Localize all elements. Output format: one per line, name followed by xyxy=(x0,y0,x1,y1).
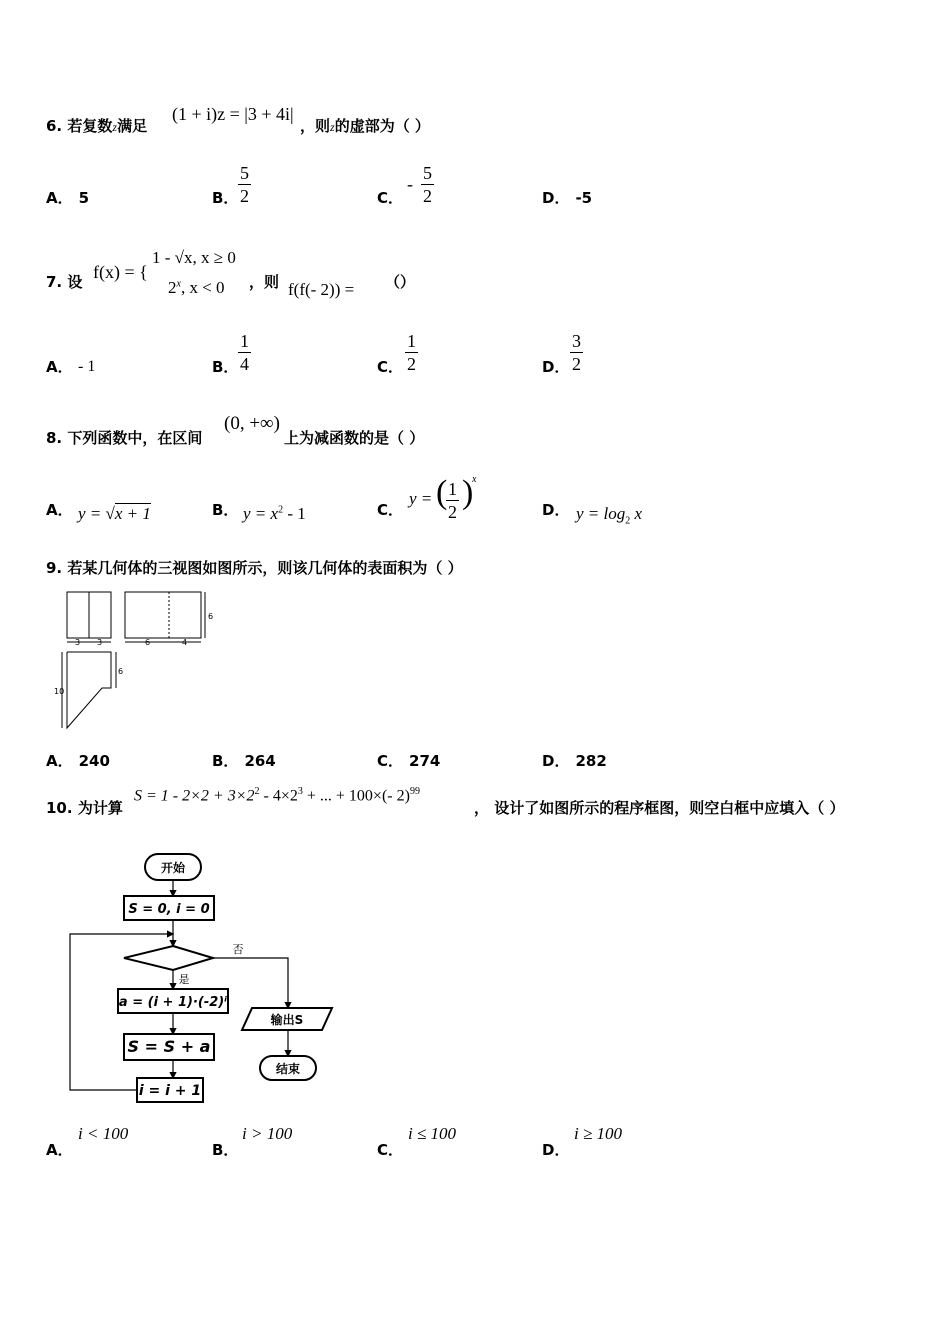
q7-case-1: 1 - √x, x ≥ 0 xyxy=(152,248,236,267)
rest: - 1 xyxy=(283,504,306,523)
case-2-base: 2 xyxy=(168,278,177,297)
q6-option-c-fraction xyxy=(421,162,434,207)
q8-option-c-lhs xyxy=(409,489,432,509)
q7-text-1: 设 xyxy=(67,273,83,291)
q10-number: 10. xyxy=(46,799,73,817)
q10-option-c[interactable] xyxy=(377,1139,403,1160)
formula-part-3: + ... + 100×(- 2) xyxy=(302,787,410,805)
q7-option-c[interactable] xyxy=(377,356,403,377)
numerator: 5 xyxy=(240,163,249,183)
option-label: A． xyxy=(46,358,73,376)
q6-option-b-fraction xyxy=(238,162,251,207)
three-view-figure xyxy=(54,588,224,738)
q7-option-a-value: - 1 xyxy=(78,358,96,375)
q10-option-b[interactable] xyxy=(212,1139,238,1160)
option-label: D． xyxy=(542,358,570,376)
q10-option-b-value xyxy=(242,1124,292,1144)
q6-option-c[interactable] xyxy=(377,187,403,208)
formula-exp-3: 99 xyxy=(409,786,420,797)
option-label: C． xyxy=(377,189,404,207)
option-value: i > 100 xyxy=(242,1124,293,1143)
q6-option-a[interactable] xyxy=(46,187,89,208)
q7-fx: f(x) = { xyxy=(93,262,148,282)
q10-option-c-value xyxy=(408,1124,456,1144)
numerator: 3 xyxy=(572,331,581,351)
q8-option-a-expr: y = √x + 1 xyxy=(78,504,151,523)
lhs: y = log xyxy=(576,504,626,523)
flow-decision-diamond xyxy=(124,946,213,970)
numerator: 1 xyxy=(448,479,457,499)
lhs: y = x xyxy=(243,504,279,523)
q6-number: 6. xyxy=(46,117,63,135)
q8-option-c[interactable] xyxy=(377,499,403,520)
q10-option-d-value xyxy=(574,1124,622,1144)
q6-stem xyxy=(46,115,147,136)
q9-option-b[interactable] xyxy=(212,750,276,771)
q6-equation: (1 + i)z = |3 + 4i| xyxy=(172,104,294,124)
denominator: 2 xyxy=(572,354,581,374)
q6-text-3: ，则 xyxy=(300,117,331,135)
q8-stem xyxy=(46,427,202,448)
denominator: 4 xyxy=(240,354,249,374)
q6-z: z xyxy=(112,120,118,134)
option-value: 240 xyxy=(78,752,110,770)
dim-label-b: 3 xyxy=(97,638,103,647)
case-2-rest: , x < 0 xyxy=(180,278,225,297)
q9-option-a[interactable] xyxy=(46,750,110,771)
q6-option-d[interactable] xyxy=(542,187,592,208)
option-value: i ≥ 100 xyxy=(574,1124,623,1143)
exponent: 2 xyxy=(278,504,284,516)
formula-exp-1: 2 xyxy=(254,786,260,797)
option-label: D． xyxy=(542,1141,570,1159)
q9-text: 若某几何体的三视图如图所示，则该几何体的表面积为（ ） xyxy=(67,559,463,577)
q8-interval: (0, +∞) xyxy=(224,413,280,434)
denominator: 2 xyxy=(407,354,416,374)
q6-option-c-sign: - xyxy=(407,174,413,194)
q6-text-1: 若复数 xyxy=(67,117,113,135)
option-label: B． xyxy=(212,501,239,519)
q6-text-4: 的虚部为（ ） xyxy=(334,117,430,135)
q6-stem-tail xyxy=(300,115,430,136)
q8-option-c-fraction xyxy=(446,478,459,523)
denominator: 2 xyxy=(448,502,457,522)
q8-option-a[interactable] xyxy=(46,499,73,520)
q10-text-1: 为计算 xyxy=(77,799,123,817)
dim-label-f: 10 xyxy=(54,687,65,696)
flow-no-label: 否 xyxy=(232,943,244,956)
case-2-exp: x xyxy=(176,278,181,290)
flow-end-label: 结束 xyxy=(275,1062,301,1076)
option-value: i ≤ 100 xyxy=(408,1124,457,1143)
flow-start-label: 开始 xyxy=(160,861,186,875)
q7-stem xyxy=(46,271,82,292)
q10-option-a[interactable] xyxy=(46,1139,73,1160)
option-value: 274 xyxy=(409,752,441,770)
option-label: A． xyxy=(46,1141,73,1159)
option-label: B． xyxy=(212,1141,239,1159)
q8-text-2: 上为减函数的是（ ） xyxy=(284,429,425,447)
option-label: D． xyxy=(542,189,570,207)
option-label: D． xyxy=(542,501,570,519)
q8-option-c-exp xyxy=(472,474,476,485)
q7-option-d[interactable] xyxy=(542,356,569,377)
q9-option-d[interactable] xyxy=(542,750,607,771)
q10-option-d[interactable] xyxy=(542,1139,569,1160)
denominator: 2 xyxy=(240,186,249,206)
q7-option-b[interactable] xyxy=(212,356,238,377)
flowchart xyxy=(60,848,350,1110)
option-label: C． xyxy=(377,752,404,770)
option-label: C． xyxy=(377,1141,404,1159)
rest: x xyxy=(630,504,643,523)
flow-yes-label: 是 xyxy=(178,973,190,986)
denominator: 2 xyxy=(423,186,432,206)
option-label: D． xyxy=(542,752,570,770)
side-view xyxy=(125,592,201,638)
q7-case-2 xyxy=(168,278,225,298)
q6-text-2: 满足 xyxy=(117,117,148,135)
option-label: B． xyxy=(212,189,239,207)
dim-label-c: 6 xyxy=(145,638,151,647)
option-value: 282 xyxy=(575,752,607,770)
option-value: 5 xyxy=(78,189,90,207)
option-label: C． xyxy=(377,501,404,519)
lhs: y = xyxy=(78,504,102,523)
q8-option-c-paren-right: ) xyxy=(462,474,474,511)
q9-number: 9. xyxy=(46,559,63,577)
q7-expr: f(f(- 2)) = xyxy=(288,280,355,299)
q7-option-d-fraction xyxy=(570,330,583,375)
option-label: B． xyxy=(212,358,239,376)
exponent: x xyxy=(472,474,477,485)
top-view xyxy=(67,652,111,728)
option-value: -5 xyxy=(575,189,593,207)
flow-assign-label: a = (i + 1)·(-2)ⁱ xyxy=(118,995,228,1010)
q10-stem xyxy=(46,797,123,818)
q7-paren: （） xyxy=(385,273,416,291)
q8-option-b-expr xyxy=(243,504,306,524)
numerator: 1 xyxy=(240,331,249,351)
option-value: i < 100 xyxy=(78,1124,129,1143)
formula-exp-2: 3 xyxy=(297,786,303,797)
flow-output-label: 输出S xyxy=(270,1013,304,1027)
q7-then: ，则 xyxy=(249,273,280,291)
dim-label-e: 6 xyxy=(208,612,214,621)
base: 2 xyxy=(625,515,631,527)
q6-z-2: z xyxy=(330,120,335,134)
lhs: y = xyxy=(409,489,433,508)
q10-option-a-value xyxy=(78,1124,128,1144)
q8-option-d-expr xyxy=(576,504,642,526)
dim-label-g: 6 xyxy=(118,667,124,676)
q8-option-c-paren-left: ( xyxy=(436,474,448,511)
option-label: C． xyxy=(377,358,404,376)
option-value: 264 xyxy=(244,752,276,770)
q7-number: 7. xyxy=(46,273,63,291)
q8-text-1: 下列函数中，在区间 xyxy=(67,429,203,447)
q7-option-a[interactable] xyxy=(46,356,73,377)
q7-option-b-fraction xyxy=(238,330,251,375)
formula-part-2: - 4×2 xyxy=(259,787,298,805)
option-label: B． xyxy=(212,752,239,770)
numerator: 5 xyxy=(423,163,432,183)
option-label: A． xyxy=(46,752,73,770)
flow-update-s-label: S = S + a xyxy=(127,1037,211,1056)
option-label: A． xyxy=(46,501,73,519)
q8-option-b[interactable] xyxy=(212,499,238,520)
q7-option-c-fraction xyxy=(405,330,418,375)
radicand: x + 1 xyxy=(114,504,151,523)
q9-option-c[interactable] xyxy=(377,750,440,771)
formula-part-1: S = 1 - 2×2 + 3×2 xyxy=(134,787,255,805)
dim-label-a: 3 xyxy=(75,638,81,647)
q10-formula xyxy=(134,786,420,805)
dim-label-d: 4 xyxy=(182,638,188,647)
flow-init-label: S = 0, i = 0 xyxy=(128,902,210,917)
q9-stem xyxy=(46,557,463,578)
flow-update-i-label: i = i + 1 xyxy=(138,1083,202,1099)
q6-option-b[interactable] xyxy=(212,187,238,208)
q8-option-d[interactable] xyxy=(542,499,569,520)
q10-text-2: ， 设计了如图所示的程序框图，则空白框中应填入（ ） xyxy=(474,799,845,817)
option-label: A． xyxy=(46,189,73,207)
numerator: 1 xyxy=(407,331,416,351)
q8-number: 8. xyxy=(46,429,63,447)
